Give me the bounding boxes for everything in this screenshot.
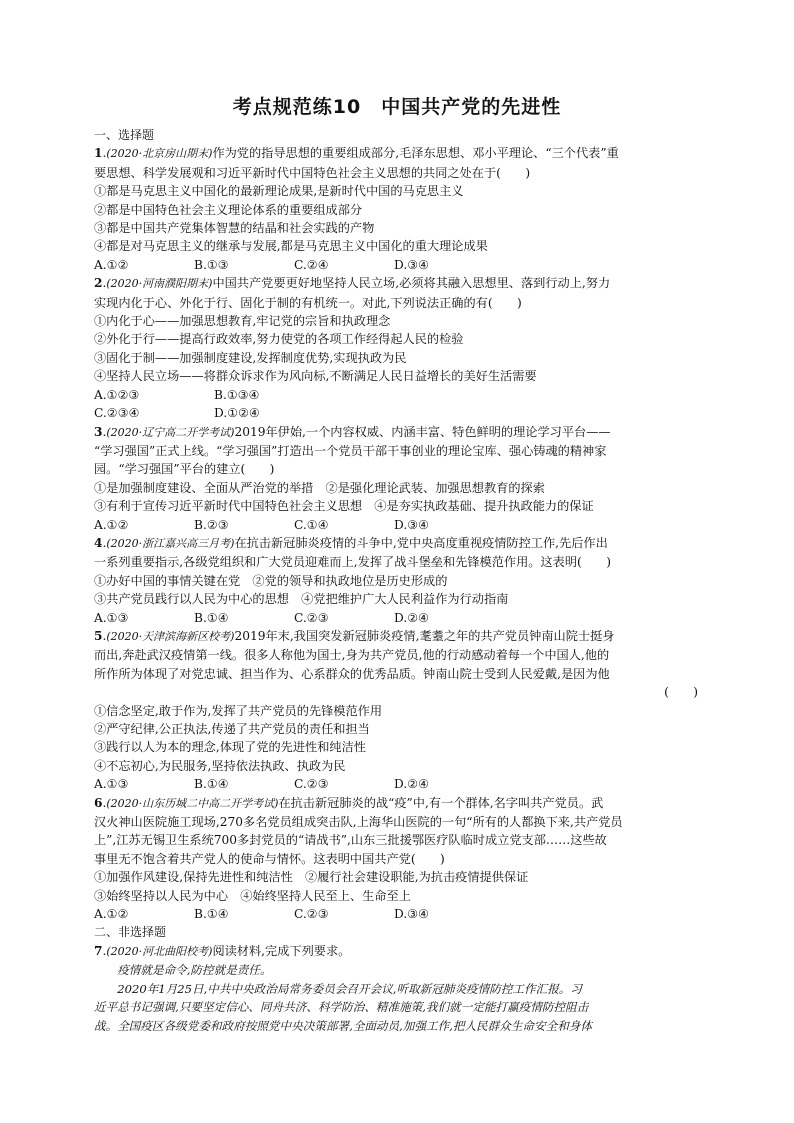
stem-text: 实现内化于心、外化于行、固化于制的有机统一。对此,下列说法正确的有( ) bbox=[94, 295, 522, 310]
statement: ②外化于行——提高行政效率,努力使党的各项工作经得起人民的检验 bbox=[94, 332, 464, 347]
material-line: 战。全国疫区各级党委和政府按照党中央决策部署,全面动员,加强工作,把人民群众生命安全和身体 bbox=[94, 1018, 592, 1033]
choice-d[interactable]: D.③④ bbox=[394, 907, 430, 922]
stem-text: 2019年末,我国突发新冠肺炎疫情,耄耋之年的共产党员钟南山院士挺身 bbox=[234, 628, 615, 643]
stem-text: 在抗击新冠肺炎疫情的斗争中,党中央高度重视疫情防控工作,先后作出 bbox=[234, 535, 608, 550]
statement: ③始终坚持以人民为中心 ④始终坚持人民至上、生命至上 bbox=[94, 888, 411, 903]
material-line: 疫情就是命令,防控就是责任。 bbox=[117, 963, 272, 978]
choice-d[interactable]: D.①②④ bbox=[214, 406, 260, 421]
choice-b[interactable]: B.①④ bbox=[194, 610, 229, 625]
question-3 bbox=[94, 423, 700, 534]
stem-text: “学习强国”正式上线。“学习强国”打造出一个党员干部干事创业的理论宝库、强心铸魂的精神家 bbox=[94, 443, 607, 458]
choice-c[interactable]: C.①④ bbox=[294, 517, 329, 532]
stem-text: 要思想、科学发展观和习近平新时代中国特色社会主义思想的共同之处在于( ) bbox=[94, 165, 531, 180]
statement: ①是加强制度建设、全面从严治党的举措 ②是强化理论武装、加强思想教育的探索 bbox=[94, 480, 545, 495]
answer-choices bbox=[94, 609, 700, 627]
statement: ①信念坚定,敢于作为,发挥了共产党员的先锋模范作用 bbox=[94, 703, 383, 718]
statement: ④不忘初心,为民服务,坚持依法执政、执政为民 bbox=[94, 758, 346, 773]
question-source: (2020·山东历城二中高二开学考试) bbox=[106, 796, 279, 810]
question-stem: 1.(2020·北京房山期末)作为党的指导思想的重要组成部分,毛泽东思想、邓小平理论、“三个代表”重 bbox=[94, 146, 619, 161]
choice-a[interactable]: A.①③ bbox=[94, 610, 129, 625]
question-source: (2020·河南濮阳期末) bbox=[106, 277, 213, 291]
statement: ③都是中国共产党集体智慧的结晶和社会实践的产物 bbox=[94, 221, 375, 236]
question-number: 6 bbox=[94, 795, 103, 810]
choice-b[interactable]: B.②③ bbox=[194, 517, 229, 532]
choice-c[interactable]: C.②④ bbox=[294, 257, 329, 272]
answer-choices bbox=[94, 775, 700, 793]
statement: ①都是马克思主义中国化的最新理论成果,是新时代中国的马克思主义 bbox=[94, 184, 464, 199]
question-5 bbox=[94, 627, 700, 794]
content bbox=[94, 126, 700, 1035]
section-heading-nonchoice: 二、非选择题 bbox=[94, 925, 167, 940]
answer-blank: ( ) bbox=[664, 685, 698, 700]
statement: ②都是中国特色社会主义理论体系的重要组成部分 bbox=[94, 202, 363, 217]
stem-text: 事里无不饱含着共产党人的使命与情怀。这表明中国共产党( ) bbox=[94, 851, 445, 866]
question-2 bbox=[94, 274, 700, 422]
answer-choices bbox=[94, 386, 700, 404]
question-1 bbox=[94, 144, 700, 274]
choice-a[interactable]: A.①② bbox=[94, 257, 129, 272]
stem-text: 2019年伊始,一个内容权威、内涵丰富、特色鲜明的理论学习平台—— bbox=[234, 424, 611, 439]
choice-a[interactable]: A.①② bbox=[94, 517, 129, 532]
choice-d[interactable]: D.②④ bbox=[394, 777, 430, 792]
reading-material bbox=[94, 961, 700, 1035]
answer-choices bbox=[94, 404, 700, 422]
answer-choices bbox=[94, 256, 700, 274]
question-stem: 5.(2020·天津滨海新区校考)2019年末,我国突发新冠肺炎疫情,耄耋之年的共产党员钟南山院士挺身 bbox=[94, 628, 615, 643]
choice-c[interactable]: C.②③ bbox=[294, 610, 329, 625]
choice-d[interactable]: D.②④ bbox=[394, 610, 430, 625]
stem-text: 上”,江苏无锡卫生系统700多封党员的“请战书”,山东三批援鄂医疗队临时成立党支部……这些故 bbox=[94, 833, 607, 848]
question-stem: 6.(2020·山东历城二中高二开学考试)在抗击新冠肺炎的战“疫”中,有一个群体,名字叫共产党员。武 bbox=[94, 795, 604, 810]
question-number: 2 bbox=[94, 276, 103, 291]
stem-text: 中国共产党要更好地坚持人民立场,必须将其融入思想里、落到行动上,努力 bbox=[212, 276, 611, 291]
choice-d[interactable]: D.③④ bbox=[394, 257, 430, 272]
choice-b[interactable]: B.①③④ bbox=[214, 387, 260, 402]
stem-text: 而出,奔赴武汉疫情第一线。很多人称他为国士,身为共产党员,他的行动感动着每一个中国人,他的 bbox=[94, 648, 610, 663]
choice-a[interactable]: A.①② bbox=[94, 907, 129, 922]
answer-choices bbox=[94, 905, 700, 923]
question-6 bbox=[94, 794, 700, 924]
choice-b[interactable]: B.①④ bbox=[194, 777, 229, 792]
stem-text: 一系列重要指示,各级党组织和广大党员迎难而上,发挥了战斗堡垒和先锋模范作用。这表明( ) bbox=[94, 555, 611, 570]
material-line: 2020年1月25日,中共中央政治局常务委员会召开会议,听取新冠肺炎疫情防控工作汇报。习 bbox=[117, 981, 582, 996]
question-source: (2020·辽宁高二开学考试) bbox=[106, 425, 235, 439]
choice-b[interactable]: B.①③ bbox=[194, 257, 229, 272]
statement: ③践行以人为本的理念,体现了党的先进性和纯洁性 bbox=[94, 740, 366, 755]
choice-c[interactable]: C.②③ bbox=[294, 777, 329, 792]
statement: ①内化于心——加强思想教育,牢记党的宗旨和执政理念 bbox=[94, 314, 391, 329]
statement: ③有利于宣传习近平新时代中国特色社会主义思想 ④是夯实执政基础、提升执政能力的保证 bbox=[94, 499, 594, 514]
page-title: 考点规范练10 中国共产党的先进性 bbox=[232, 96, 562, 118]
question-number: 4 bbox=[94, 535, 103, 550]
statement: ②严守纪律,公正执法,传递了共产党员的责任和担当 bbox=[94, 722, 370, 736]
statement: ③固化于制——加强制度建设,发挥制度优势,实现执政为民 bbox=[94, 350, 407, 365]
stem-text: 阅读材料,完成下列要求。 bbox=[212, 943, 351, 958]
choice-a[interactable]: A.①③ bbox=[94, 777, 129, 792]
question-4 bbox=[94, 534, 700, 627]
choice-d[interactable]: D.③④ bbox=[394, 517, 430, 532]
question-stem: 2.(2020·河南濮阳期末)中国共产党要更好地坚持人民立场,必须将其融入思想里、落到行动上,努力 bbox=[94, 276, 611, 291]
question-stem: 7.(2020·河北曲阳校考)阅读材料,完成下列要求。 bbox=[94, 943, 351, 958]
question-source: (2020·河北曲阳校考) bbox=[106, 944, 213, 958]
answer-choices bbox=[94, 516, 700, 534]
question-source: (2020·天津滨海新区校考) bbox=[106, 629, 235, 643]
question-source: (2020·浙江嘉兴高三月考) bbox=[106, 536, 235, 550]
stem-text: 所作所为体现了对党忠诚、担当作为、心系群众的优秀品质。钟南山院士受到人民爱戴,是因为他 bbox=[94, 666, 610, 681]
question-stem: 3.(2020·辽宁高二开学考试)2019年伊始,一个内容权威、内涵丰富、特色鲜明的理论学习平台—— bbox=[94, 424, 611, 439]
question-stem: 4.(2020·浙江嘉兴高三月考)在抗击新冠肺炎疫情的斗争中,党中央高度重视疫情防控工作,先后作出 bbox=[94, 535, 608, 550]
question-number: 5 bbox=[94, 628, 103, 643]
section-heading-choice: 一、选择题 bbox=[94, 128, 155, 142]
question-number: 7 bbox=[94, 943, 103, 958]
stem-text: 作为党的指导思想的重要组成部分,毛泽东思想、邓小平理论、“三个代表”重 bbox=[212, 146, 619, 161]
choice-c[interactable]: C.②③ bbox=[294, 907, 329, 922]
material-line: 近平总书记强调,只要坚定信心、同舟共济、科学防治、精准施策,我们就一定能打赢疫情防控阻击 bbox=[94, 1000, 589, 1015]
choice-b[interactable]: B.①④ bbox=[194, 907, 229, 922]
statement: ④都是对马克思主义的继承与发展,都是马克思主义中国化的重大理论成果 bbox=[94, 239, 488, 254]
statement: ①加强作风建设,保持先进性和纯洁性 ②履行社会建设职能,为抗击疫情提供保证 bbox=[94, 870, 529, 885]
statement: ①办好中国的事情关键在党 ②党的领导和执政地位是历史形成的 bbox=[94, 573, 448, 588]
stem-text: 在抗击新冠肺炎的战“疫”中,有一个群体,名字叫共产党员。武 bbox=[278, 795, 604, 810]
choice-a[interactable]: A.①②③ bbox=[94, 387, 140, 402]
question-source: (2020·北京房山期末) bbox=[106, 147, 213, 161]
statement: ③共产党员践行以人民为中心的思想 ④党把维护广大人民利益作为行动指南 bbox=[94, 592, 509, 607]
choice-c[interactable]: C.②③④ bbox=[94, 406, 140, 421]
statement: ④坚持人民立场——将群众诉求作为风向标,不断满足人民日益增长的美好生活需要 bbox=[94, 369, 537, 384]
stem-text: 园。“学习强国”平台的建立( ) bbox=[94, 462, 275, 477]
question-7 bbox=[94, 942, 700, 1035]
question-number: 3 bbox=[94, 424, 103, 439]
question-number: 1 bbox=[94, 146, 103, 161]
stem-text: 汉火神山医院施工现场,270多名党员组成突击队,上海华山医院的一句“所有的人都换下来,共产党员 bbox=[94, 815, 623, 830]
